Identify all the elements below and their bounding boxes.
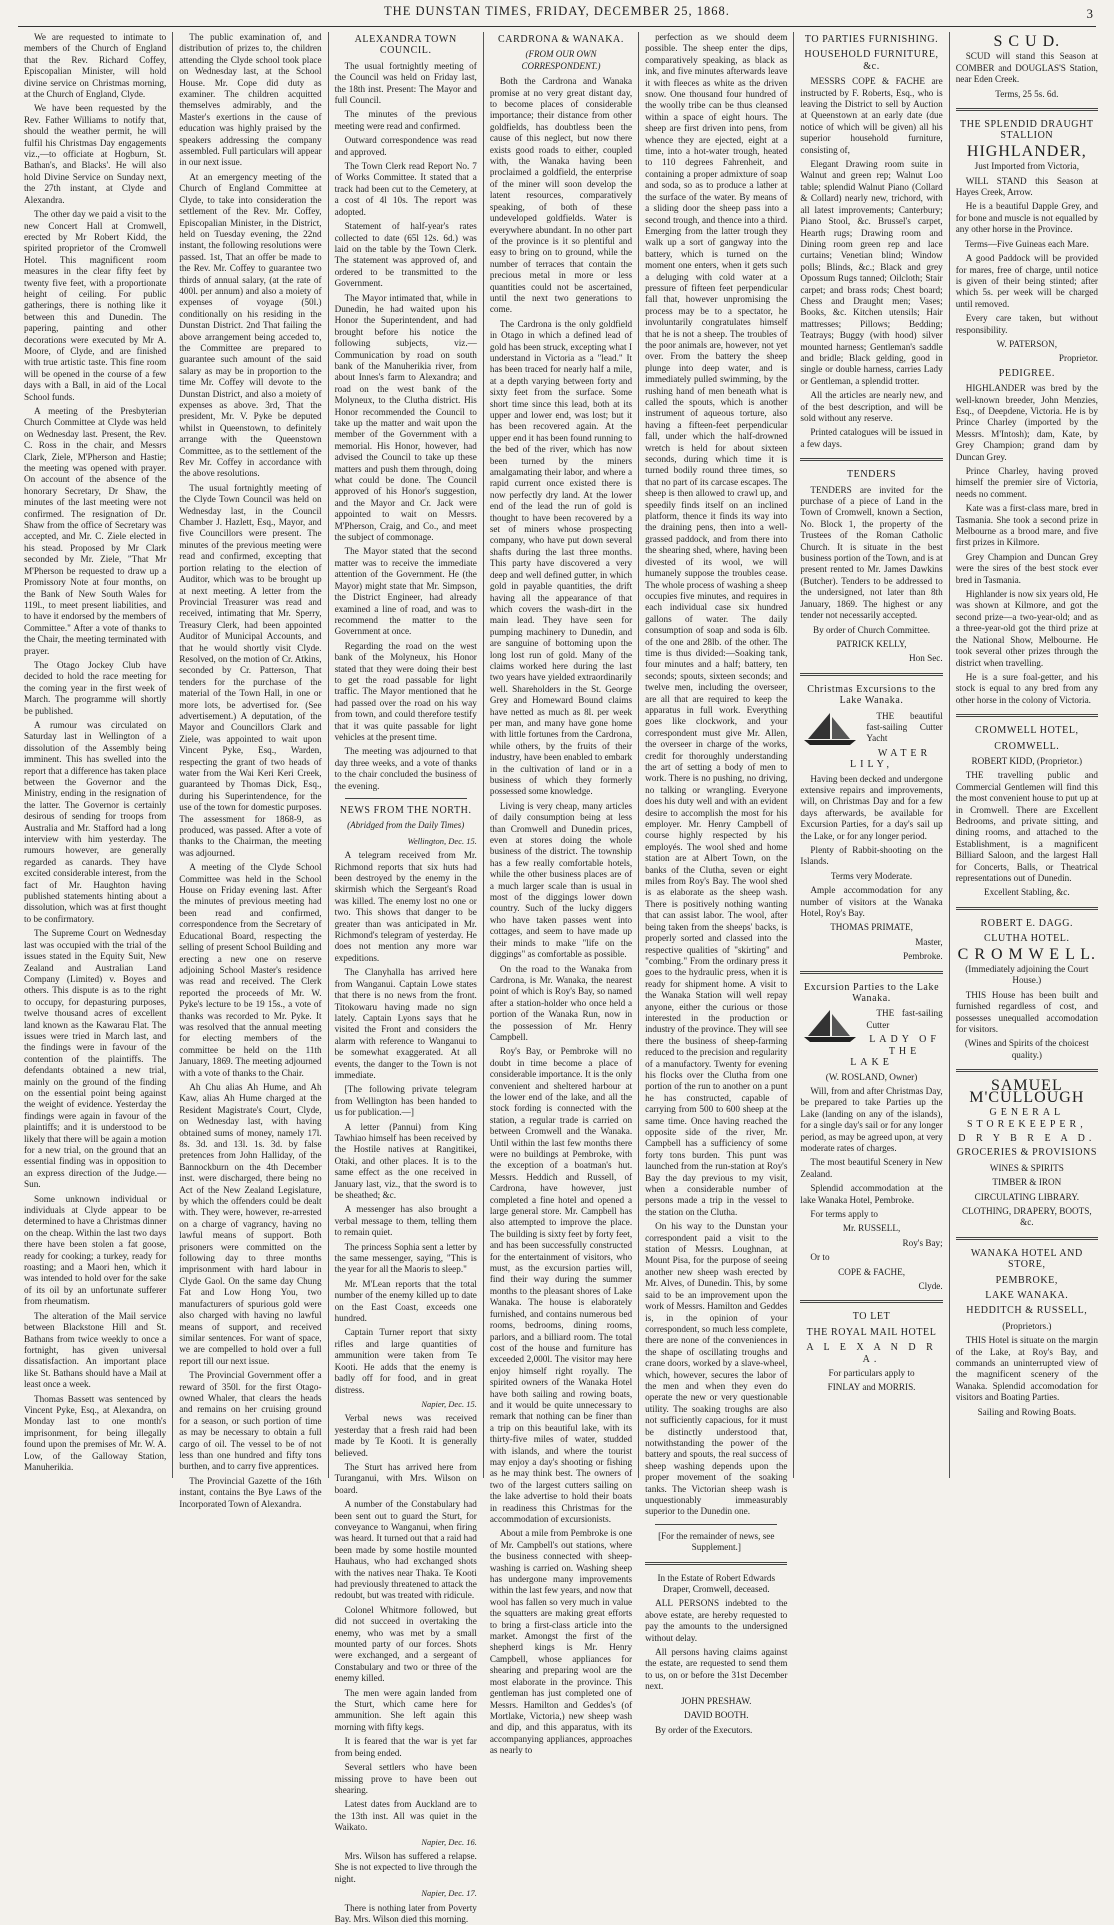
paragraph: A meeting of the Presbyterian Church Committee at Clyde was held on Wednesday last. Present, the Rev. C. Ross in the chair, and Messrs Clark, Ziele, M'Pherson and Hastie; the meeting was opened with prayer. On account of the absence of the honorary Secretary, Dr Shaw, the minutes of the last meeting were not confirmed. The resignation of Dr. Shaw from the office of Secretary was accepted, and Mr. C. Ziele elected in his stead. Proposed by Mr Clark seconded by Mr. Ziele, "That Mr M'Pherson be requested to draw up a Promissory Note at four months, on the Bank of New South Wales for 119l., to meet present liabilities, and to have it endorsed by the members of Committee." After a vote of thanks to the Chair, the meeting terminated with prayer. — [24, 406, 167, 656]
vessel-name: LADY OF THE LAKE — [850, 1034, 940, 1069]
paragraph: All the articles are nearly new, and of the best description, and will be sold without any reserve. — [800, 390, 943, 423]
paragraph: The Town Clerk read Report No. 7 of Works Committee. It stated that a track had been cut to the Cemetery, at a cost of 4l 10s. The report was adopted. — [334, 161, 477, 217]
paragraph: Excellent Stabling, &c. — [983, 887, 1070, 898]
column-6 — [794, 32, 949, 1478]
column-3 — [329, 32, 484, 1924]
divider — [800, 673, 942, 676]
masthead-title: THE DUNSTAN TIMES, FRIDAY, DECEMBER 25, 1868. — [384, 4, 730, 18]
ad-heading: WANAKA HOTEL AND STORE, — [970, 1247, 1083, 1271]
paragraph: A number of the Constabulary had been sent out to guard the Sturt, for conveyance to Wanganui, when firing was heard. It turned out that a raid had been made by some hostile mounted Hauhaus, who had exchanged shots with the natives near Thaka. Te Kooti had previously threatened to attack the redoubt, but was treated with ridicule. — [334, 1499, 477, 1601]
ad-heading: CROMWELL HOTEL, — [975, 725, 1079, 737]
paragraph: Every care taken, but without responsibility. — [955, 313, 1098, 335]
divider — [800, 1300, 942, 1303]
paragraph: Prince Charley, having proved himself the premier sire of Victoria, needs no comment. — [955, 466, 1098, 499]
paragraph: The alteration of the Mail service between Blackstone Hill and St. Bathans from twice weekly to once a fortnight, has given universal dissatisfaction. An important place like St. Bathans should have a Mail at least once a week. — [24, 1310, 167, 1390]
ad-heading: PEMBROKE, — [995, 1274, 1058, 1286]
dateline: Napier, Dec. 16. — [421, 1836, 477, 1847]
ad-heading: SAMUEL M'CULLOUGH — [969, 1077, 1085, 1106]
paragraph: A telegram received from Mr. Richmond reports that six huts had been destroyed by the enemy in the skirmish which the Sergeant's Road was killed. The enemy lost no one or two. This shows that danger to be greater than was anticipated in Mr. Richmond's telegram of yesterday. He does not mention any more war expeditions. — [334, 850, 477, 963]
paragraph: Sailing and Rowing Boats. — [977, 1406, 1077, 1417]
dateline: Napier, Dec. 15. — [421, 1398, 477, 1409]
paragraph: WINES & SPIRITS — [989, 1162, 1064, 1173]
paragraph: MESSRS COPE & FACHE are instructed by F. Roberts, Esq., who is leaving the District to sell by Auction at Queenstown at an early date (due notice of which will be given) all his superior household furniture, consisting of, — [800, 76, 943, 155]
divider — [956, 1069, 1098, 1072]
page-number: 3 — [1086, 6, 1094, 21]
paragraph: THE beautiful fast-sailing Cutter Yacht — [866, 710, 943, 744]
paragraph: The most beautiful Scenery in New Zealand. — [800, 1157, 943, 1179]
paragraph: The usual fortnightly meeting of the Council was held on Friday last, the 18th inst. Present: The Mayor and full Council. — [334, 60, 477, 106]
paragraph: TIMBER & IRON — [992, 1177, 1062, 1188]
sailboat-icon — [800, 1008, 860, 1044]
signature: W. PATERSON, — [996, 338, 1057, 349]
ad-heading: THE SPLENDID DRAUGHT STALLION — [959, 119, 1094, 142]
paragraph: For particulars apply to — [828, 1368, 915, 1379]
signature: Pembroke. — [903, 951, 943, 962]
town-name: A L E X A N D R A. — [806, 1342, 937, 1365]
paragraph: Ample accommodation for any number of visitors at the Wanaka Hotel, Roy's Bay. — [800, 885, 943, 919]
paragraph: It is feared that the war is yet far from being ended. — [334, 1736, 477, 1758]
divider — [956, 714, 1098, 717]
paragraph: Mrs. Wilson has suffered a relapse. She is not expected to live through the night. — [334, 1850, 477, 1884]
ad-heading: C R O M W E L L. — [957, 945, 1097, 963]
paragraph: Living is very cheap, many articles of daily consumption being at less than Cromwell and Dunedin prices, even at stores doing the whole business of the district. The township has a few really comfortable hotels, while the other business places are of a much larger scale than is usual in most of the diggings lower down country. Such of the lucky diggers who have taken passes went into cottages, and seem to have made up their minds to make "life on the diggings" as comfortable as possible. — [489, 800, 633, 960]
paragraph: A letter (Pannui) from King Tawhiao himself has been received by the Hostile natives at Rangitikei, Otaki, and other places. It is to the same effect as the one received in January last, viz., that the sword is to be sheathed; &c. — [334, 1121, 477, 1200]
section-heading: CARDRONA & WANAKA. — [498, 34, 624, 45]
paragraph: Regarding the road on the west bank of the Molyneux, his Honor stated that they were doing their best to get the road passable for light traffic. The Mayor mentioned that he had passed over the road on his way from town, and could therefore testify that it was quite passable for light vehicles at the present time. — [334, 640, 477, 742]
divider — [800, 971, 942, 974]
divider — [956, 1237, 1098, 1240]
signature: Clyde. — [918, 1281, 943, 1291]
dateline: Wellington, Dec. 15. — [407, 835, 477, 846]
paragraph: Ah Chu alias Ah Hume, and Ah Kaw, alias Ah Hume charged at the Resident Magistrate's Court, Clyde, on Wednesday last, with having obtained sums of money, namely 17l. 8s. 3d. and 13l. 1s. 3d. by false pretences from John Halliday, of the Bannockburn on the 4th December inst. were discharged, there being no Act of the New Zealand Legislature, by which the offenders could be dealt with. They were, however, re-arrested on a charge of vagrancy, having no lawful means of support. Both prisoners were committed on the following day to three months imprisonment with hard labour in Clyde Gaol. On the same day Chung Fat and Low Hong You, two manufacturers of spurious gold were also charged with having no lawful means of support, and received similar sentences. For want of space, we are compelled to hold over a full report till our next issue. — [179, 1081, 322, 1366]
dateline: Napier, Dec. 17. — [421, 1888, 477, 1899]
paragraph: Thomas Bassett was sentenced by Vincent Pyke, Esq., at Alexandra, on Monday last to one month's imprisonment, for being illegally found upon the premises of Mr. W. A. Low, of the Galloway Station, Manuherikia. — [24, 1393, 167, 1472]
ad-heading: S C U D. — [993, 33, 1061, 50]
paragraph: (W. ROSLAND, Owner) — [825, 1071, 918, 1082]
paragraph: THIS House has been built and furnished regardless of cost, and possesses unequalled accomodation for visitors. — [955, 989, 1098, 1035]
paragraph: The Mayor intimated that, while in Dunedin, he had waited upon his Honor the Superintendent, and had brought before his notice the following subjects, viz.— Communication by road on south bank of the Manuherikia river, from about Innes's farm to Alexandra; and road on the west bank of the Molyneux, to the Clutha district. His Honor recommended the Council to take up the matter and wait upon the member of the Government with a memorial. His Honor, however, had advised the Council to take up these matters and push them through, doing what could be done. The Council approved of his Honor's suggestion, and the Mayor and Cr. Jack were appointed to wait on Messrs. M'Pherson, Craig, and Co., and meet the subject of commonage. — [334, 292, 477, 543]
columns — [18, 32, 1104, 1924]
paragraph: Having been decked and undergone extensive repairs and improvements, will, on Christmas Day and for a few days afterwards, be available for Excursion Parties, for a day's sail up the Lake, or for any longer period. — [800, 773, 943, 841]
paragraph: Terms—Five Guineas each Mare. — [964, 238, 1089, 249]
paragraph: At an emergency meeting of the Church of England Committee at Clyde, to take into consideration the settlement of the Rev. Mr. Coffey, Episcopalian Minister, in the District, held on Tuesday evening, the 22nd instant, the following resolutions were passed. 1st, That an offer be made to the Rev. Mr. Coffey to guarantee two thirds of annual salary, (at the rate of 400l. per annum) and also a moiety of expenses of voyage (50l.) conditionally on his residing in the Dunstan District. 2nd That failing the above arrangement being acceded to, the Committee are prepared to guarantee such amount of the said salary as may be in proportion to the time Mr. Coffey will devote to the Dunstan District, and also a moiety of expenses as above. 3rd, That the president, Mr. V. Pyke be deputed whilst in Queenstown, to definitely arrange with the Queenstown Committee, as to the settlement of the Rev Mr. Coffey in accordance with the above resolutions. — [179, 171, 322, 479]
paragraph: The Otago Jockey Club have decided to hold the race meeting for the coming year in the first week of March. The programme will shortly be published. — [24, 659, 167, 716]
paragraph: Statement of half-year's rates collected to date (65l 12s. 6d.) was laid on the table by the Town Clerk. The statement was approved of, and ordered to be transmitted to the Government. — [334, 221, 477, 289]
ad-heading: Excursion Parties to the Lake Wanaka. — [803, 981, 940, 1005]
ad-heading: GENERAL STOREKEEPER, — [966, 1107, 1087, 1130]
paragraph: Terms very Moderate. — [830, 870, 913, 881]
paragraph: Terms, 25 5s. 6d. — [995, 88, 1059, 99]
paragraph: Just Imported from Victoria, — [974, 161, 1080, 172]
section-heading: NEWS FROM THE NORTH. — [339, 805, 472, 816]
paragraph: [The following private telegram from Wellington has been handed to us for publication.—] — [334, 1084, 477, 1118]
column-7 — [950, 32, 1104, 1478]
paragraph: For terms apply to — [810, 1208, 879, 1219]
paragraph: The Clanyhalla has arrived here from Wanganui. Captain Lowe states that there is no news from the front. Titokowaru having made no sign lately. Captain Lyons says that he visited the Front and considers the alarm with reference to Wanganui to be somewhat exaggerated. At all events, the danger to the Town is not immediate. — [334, 967, 477, 1080]
signature: JOHN PRESHAW. — [681, 1695, 752, 1706]
section-heading: ALEXANDRA TOWN COUNCIL. — [354, 34, 457, 57]
paragraph: (Wines and Spirits of the choicest quality.) — [964, 1038, 1089, 1060]
paragraph: Highlander is now six years old, He was shown at Kilmore, and got the second prize—a two-year-old; and as a three-year-old got the third prize at the National Show, Melbourne. He took several other prizes through the district when travelling. — [955, 589, 1098, 668]
ad-heading: TO PARTIES FURNISHING. — [804, 34, 939, 45]
paragraph: The Mayor stated that the second matter was to receive the immediate attention of the Government. He (the Mayor) might state that Mr. Simpson, the District Engineer, had already examined a line of road, and was to recommend the matter to the Government at once. — [334, 546, 477, 637]
paragraph: The men were again landed from the Sturt, which came here for ammunition. She left again this morning with fifty kegs. — [334, 1687, 477, 1732]
paragraph: ALL PERSONS indebted to the above estate, are hereby requested to pay the amounts to the undersigned without delay. — [645, 1598, 788, 1643]
column-2 — [173, 32, 328, 1509]
paragraph: About a mile from Pembroke is one of Mr. Campbell's out stations, where the business connected with sheep-washing is carried on. Washing sheep has undergone many improvements within the last few years, and now that wool has fallen so very much in value the squatters are making great efforts to bring a first-class article into the market. Amongst the first of the shepherd kings is Mr. Henry Campbell, whose appliances for shearing and preparing wool are the most elaborate in the province. This gentleman has just completed one of Messrs. Hamilton and Geddes's (of Mortlake, Victoria,) new sheep wash and dip, and this apparatus, with its accompanying appliances, approaches as nearly to — [489, 1528, 633, 1756]
paragraph: He is a beautiful Dapple Grey, and for bone and muscle is not equalled by any other horse in the Province. — [955, 201, 1098, 235]
signature: DAVID BOOTH. — [683, 1710, 749, 1721]
paragraph: SCUD will stand this Season at COMBER and DOUGLAS'S Station, near Eden Creek. — [955, 51, 1098, 85]
divider — [645, 1562, 787, 1565]
ad-heading: GROCERIES & PROVISIONS — [956, 1147, 1098, 1159]
subheading: (Abridged from the Daily Times) — [347, 820, 465, 831]
divider — [956, 907, 1098, 910]
signature: THOMAS PRIMATE, — [830, 922, 913, 933]
ad-heading: HEDDITCH & RUSSELL, — [966, 1305, 1088, 1317]
paragraph: Some unknown individual or individuals at Clyde appear to be determined to have a Christmas dinner on the cheap. Within the last two days there have been stolen a fat goose, ready for cooking; a turkey, ready for roasting; and a Maori hen, which it was intended to hold over for the sake of its oil by an unfortunate sufferer from rheumatism. — [24, 1193, 167, 1307]
paragraph: Outward correspondence was read and approved. — [334, 135, 477, 157]
ad-heading: CLUTHA HOTEL. — [984, 933, 1070, 945]
ad-heading: HOUSEHOLD FURNITURE, &c. — [804, 49, 939, 72]
divider — [345, 798, 467, 799]
paragraph: THE fast-sailing Cutter — [866, 1008, 943, 1030]
paragraph: The Supreme Court on Wednesday last was occupied with the trial of the issues stated in the Equity Suit, New Zealand and Australian Land Company (Limited) v. Boyes and others. This dispute is as to the right to occupy, for depasturing purposes, twelve thousand acres of excellent land known as the Kawarau Flat. The issues were tried in March last, and the findings were in favour of the contention of the plaintiffs. The defendants obtained a new trial, mainly on the ground of the finding on the essential point being against the weight of evidence. Yesterday the findings were again in favour of the plaintiffs; and it is understood to be likely that there will be again a motion for a new trial, on the ground that an essential finding was in opposition to an express direction of the Judge.—Sun. — [24, 928, 167, 1190]
paragraph: Will, from and after Christmas Day, be prepared to take Parties up the Lake (landing on any of the islands), for a single day's sail or for any longer period, as may be agreed upon, at very moderate rates of charges. — [800, 1085, 943, 1153]
paragraph: TENDERS are invited for the purchase of a piece of Land in the Town of Cromwell, known a Section, No. Block 1, the property of the Trustees of the Roman Catholic Church. It is situate in the best business portion of the Town, and is at present rented to Mr. James Dawkins (Butcher). Tenders to be addressed to the undersigned, not later than 8th January, 1869. The highest or any tender not necessarily accepted. — [800, 484, 943, 621]
paragraph: Verbal news was received yesterday that a fresh raid had been made by Te Kooti. It is generally believed. — [334, 1413, 477, 1458]
paragraph: Both the Cardrona and Wanaka promise at no very great distant day, to become places of considerable importance; their distance from other goldfields, has doubtless been the cause of this neglect, but now there exists good roads to either, coupled with, the Wanaka having been proclaimed a goldfield, the enterprise of the miner will soon develop the latent resources, comparatively speaking, of both of these undeveloped goldfields. Water is everywhere abundant. In no other part of the province is it so plentiful and easy to bring on to ground, while the number of terraces that contain the precious metal in more or less quantities could not be ascertained, until the next two generations to come. — [489, 76, 633, 315]
paragraph: We have been requested by the Rev. Father Williams to notify that, should the weather permit, he will fulfil his Christmas Day engagements viz.,—to officiate at Hogburn, St. Bathan's, and Blacks'. He will also hold Divine Service on Sunday next, the 27th instant, at Clyde and Alexandra. — [24, 103, 167, 205]
paragraph: A rumour was circulated on Saturday last in Wellington of a dissolution of the Assembly being imminent. This has swelled into the report that a difference has taken place between the Governor and the Ministry, ending in the resignation of the latter. The Governor is certainly desirous of sending for troops from Australia and Mr. Stafford had a long interview with him yesterday. The rumours however, are generally regarded as canards. They have excited considerable interest, from the fact of Mr. Haughton having published statements hinting about a dissolution, which was at first thought to be confirmatory. — [24, 719, 167, 924]
estate-notice-title: In the Estate of Robert Edwards Draper, Cromwell, deceased. — [657, 1572, 776, 1595]
ad-heading: CROMWELL. — [994, 740, 1060, 752]
paragraph: On the road to the Wanaka from Cardrona, is Mr. Wanaka, the nearest point of which is Roy's Bay, so named after a station-holder who once held a portion of the Wanaka Run, now in the possession of Mr. Henry Campbell. — [489, 963, 633, 1042]
paragraph: Latest dates from Auckland are to the 13th inst. All was quiet in the Waikato. — [334, 1799, 477, 1833]
paragraph: CIRCULATING LIBRARY. — [974, 1191, 1080, 1202]
ad-heading: HIGHLANDER, — [966, 142, 1087, 160]
paragraph: The public examination of, and distribution of prizes to, the children attending the Clyde school took place on Wednesday last, at the School House. Mr. Cope did duty as examiner. The children acquitted themselves admirably, and the Master's exertions in the cause of education was highly praised by the speakers addressing the company assembled. Full particulars will appear in our next issue. — [179, 32, 322, 168]
paragraph: HIGHLANDER was bred by the well-known breeder, John Menzies, Esq., of Deepdene, Victoria. He is by Prince Charley (imported by the Messrs. M'Intosh); dam, Kate, by Grey Champion; grand dam by Duncan Grey. — [955, 383, 1098, 462]
masthead — [18, 4, 1096, 27]
signature: Master, — [915, 936, 943, 947]
paragraph: Plenty of Rabbit-shooting on the Islands. — [800, 845, 943, 867]
paragraph: ROBERT KIDD, (Proprietor.) — [971, 755, 1083, 766]
ad-heading: TO LET — [852, 1311, 891, 1323]
paragraph: A good Paddock will be provided for mares, free of charge, until notice is given of their being stinted; after which 5s. per week will be charged until removed. — [955, 253, 1098, 309]
paragraph: The Cardrona is the only goldfield in Otago in which a defined lead of gold has been struck, excepting what I understand in Victoria as a "lead." It has been traced for nearly half a mile, at a depth varying between forty and sixty feet from the surface. Some short time since this lead, both at its upper and lower end, was lost; but it has been recovered again. At the upper end it has been found running to the bed of the river, which has now been turned by the miners amalgamating their labor, and where a rapid current once existed there is now perfectly dry land. At the lower end of the lead the run of gold is thought to have been recovered by a set of miners whose prospecting company, who have put down several shafts during the last three months. This party have discovered a very deep and well defined gutter, in which gold in payable quantities, the drift having all the appearance of that which covers the wash-dirt in the main lead. They have seen for pumping machinery to Dunedin, and are sanguine of bottoming upon the long lost run of gold. Many of the claims worked here during the last two years have yielded extraordinarily well. Shareholders in the St. George Grey and Homeward Bound claims have netted as much as 8l. per week per man, and many have gone home with little fortunes from the Cardrona, while others, by the fruits of their industry, have been enabled to embark in the cultivation of land or in a business of which they formerly possessed some knowledge. — [489, 318, 633, 797]
sailboat-icon — [800, 711, 860, 747]
ad-heading: PEDIGREE. — [998, 367, 1055, 379]
divider — [655, 1524, 777, 1525]
signature: Hon Sec. — [909, 653, 943, 664]
signature: Proprietor. — [1058, 353, 1098, 364]
paragraph: Several settlers who have been missing prove to have been out shearing. — [334, 1762, 477, 1795]
paragraph: A messenger has also brought a verbal message to them, telling them to remain quiet. — [334, 1204, 477, 1238]
signature: Mr. RUSSELL, — [842, 1223, 901, 1234]
paragraph: Captain Turner report that sixty rifles and large quantities of ammunition were taken from Te Kooti. He adds that the enemy is badly off for food, and in great distress. — [334, 1327, 477, 1395]
paragraph: THE travelling public and Commercial Gentlemen will find this the most convenient house to put up at in Cromwell. There are Excellent Bedrooms, and private sitting, and dining rooms, and attached to the Establishment, is a magnificent Billiard Saloon, and the largest Hall for Concerts, Balls, or Theatrical representations out of Dunedin. — [955, 770, 1098, 883]
paragraph: Elegant Drawing room suite in Walnut and green rep; Walnut Loo table; splendid Walnut Piano (Collard & Collard) nearly new, trichord, with all latest improvements; Canterbury; Piano Stool, &c. Brussel's carpet, Hearth rugs; Drawing room and Dining room green rep and lace curtains; Venetian blind; Window polls; Blinds, &c.; Black and grey Opossum Rugs tanned; Oilcloth; Stair carpet; and brass rods; Chest board; Chess and Draught men; Vases; Books, &c. Kitchen utensils; Hair mattresses; Pillows; Bedding; Teatrays; Buggy (with hood) silver mounted harness; Gentleman's saddle and bridle; Black gelding, good in single or double harness, carries Lady or Gentleman, a splendid trotter. — [800, 159, 943, 386]
paragraph: By order of Church Committee. — [812, 624, 931, 635]
ad-heading: Christmas Excursions to the Lake Wanaka. — [807, 683, 936, 707]
paragraph: WILL STAND this Season at Hayes Creek, Arrow. — [955, 175, 1098, 198]
paragraph: The meeting was adjourned to that day three weeks, and a vote of thanks to the chair concluded the business of the evening. — [334, 746, 477, 791]
supplement-note: [For the remainder of news, see Supplement.] — [658, 1530, 775, 1553]
signature: Roy's Bay; — [902, 1237, 943, 1248]
paragraph: The Provincial Gazette of the 16th instant, contains the Bye Laws of the Incorporated Town of Alexandra. — [179, 1475, 322, 1509]
paragraph: Or to — [810, 1252, 830, 1263]
divider — [956, 108, 1098, 111]
paragraph: He is a sure foal-getter, and his stock is equal to any bred from any other horse in the colony of Victoria. — [955, 671, 1098, 705]
paragraph: A meeting of the Clyde School Committee was held in the School House on Friday evening last. After the minutes of previous meeting had been read and confirmed, correspondence from the Secretary of Educational Board, respecting the selling of present School Building and erecting a new one on reserve adjoining School Master's residence was read and received. The Clerk reported the proceeds of Mr. W. Pyke's lecture to be 19 15s., a vote of thanks was recorded to Mr. Pyke. It was resolved that the annual meeting for electing members of the committee be held on the 11th January, 1869. The meeting adjourned with a vote of thanks to the Chair. — [179, 862, 322, 1078]
paragraph: The minutes of the previous meeting were read and confirmed. — [334, 109, 477, 131]
paragraph: We are requested to intimate to members of the Church of England that the Rev. Richard Coffey, Episcopalian Minister, will hold divine service on Christmas morning, at the Church of England, Clyde. — [24, 32, 167, 100]
paragraph: The other day we paid a visit to the new Concert Hall at Cromwell, erected by Mr Robert Kidd, the spirited proprietor of the Cromwell Hotel. This magnificent room measures in the clear fifty feet by twenty five feet, with a proportionate height of ceiling. For public gatherings, there is nothing like it between this and Dunedin. The papering, painting and other decorations were executed by Mr A. Moore, of Clyde, and are finished with true artistic taste. This fine room will be opened in the course of a few days with a Ball, in aid of the Local School funds. — [24, 209, 167, 402]
column-1 — [18, 32, 173, 1478]
subheading: (FROM OUR OWN CORRESPONDENT.) — [521, 49, 601, 71]
ad-heading: THE ROYAL MAIL HOTEL — [806, 1326, 937, 1338]
paragraph: There is nothing later from Poverty Bay. Mrs. Wilson died this morning. — [334, 1902, 477, 1924]
paragraph: THIS Hotel is situate on the margin of the Lake, at Roy's Bay, and commands an uninterrupted view of the magnificent scenery of the Wanaka. Splendid accomodation for visitors and Boating Parties. — [955, 1335, 1098, 1403]
paragraph: The Provincial Government offer a reward of 350l. for the first Otago-owned Whaler, that clears the heads and remains on her cruising ground for a season, or such portion of time as may be necessary to obtain a full cargo of oil. The vessel to be of not less than one hundred and fifty tons burthen, and to carry five apprentices. — [179, 1370, 322, 1472]
column-5 — [639, 32, 794, 1735]
column-4 — [484, 32, 639, 1756]
signature: PATRICK KELLY, — [836, 638, 907, 649]
paragraph: Roy's Bay, or Pembroke will no doubt in time become a place of considerable importance. It is the only convenient and sheltered harbour at the lower end of the lake, and all the stock fording is connected with the station, a regular trade is carried on between Cromwell and the Wanaka. Until within the last few months there were no buildings at Pembroke, with the exception of a boatman's hut. Messrs. Heddich and Russell, of Cardrona, have however, just completed a fine hotel and opened a large general store. Mr. Campbell has also attempted to improve the place. The building is sixty feet by forty feet, and has been successfully constructed for the entertainment of visitors, who must, as the excursion parties will, find their way during the summer months to the pleasant shores of Lake Wanaka. The house is elaborately furnished, and contains numerous bed rooms, bedrooms, dining rooms, parlors, and a billiard room. The total cost of the house and furniture has exceeded 2,000l. The visitor may here enjoy himself right royally. The spirited owners of the Wanaka Hotel have both sailing and rowing boats, and it would be quite unnecessary to remark that nothing can be finer than a trip on this beautiful lake, with its thirty-five miles of water, studded with islands, and where the tourist may enjoy a day's shooting or fishing as he may think best. The owners of two of the largest cutters sailing on the lake advertise to hold their boats in readiness this Christmas for the accommodation of excursionists. — [489, 1046, 633, 1524]
paragraph: (Proprietors.) — [1002, 1320, 1052, 1331]
signature: FINLAY and MORRIS. — [827, 1382, 916, 1393]
paragraph: Grey Champion and Duncan Grey were the sires of the best stock ever bred in Tasmania. — [955, 551, 1098, 585]
paragraph: CLOTHING, DRAPERY, BOOTS, &c. — [961, 1205, 1092, 1228]
town-name: D R Y B R E A D. — [958, 1132, 1096, 1144]
paragraph: Mr. M'Lean reports that the total number of the enemy killed up to date on the East Coast, exceeds one hundred. — [334, 1278, 477, 1324]
vessel-name: WATER LILY, — [850, 747, 932, 771]
paragraph: Printed catalogues will be issued in a few days. — [800, 427, 943, 449]
paragraph: The usual fortnightly meeting of the Clyde Town Council was held on Wednesday last, in the Council Chamber J. Hazlett, Esq., Mayor, and five Councillors were present. The minutes of the previous meeting were read and confirmed, excepting that portion relating to the election of Auditor, which was to be brought up at next meeting. A letter from the Provincial Treasurer was read and received, intimating that Mr. Sperry, Treasury Clerk, had been appointed Auditor of Municipal Accounts, and that he would shortly visit Clyde. Resolved, on the motion of Cr. Atkins, seconded by Cr. Patterson, That tenders for the purchase of the material of the Town Hall, in one or more lots, be advertised for. (See advertisement.) A deputation, of the Mayor and Councillors Clark and Ziele, was appointed to wait upon Vincent Pyke, Esq., Warden, respecting the grant of two heads of water from the Wai Keri Keri Creek, guaranteed by Thomas Dick, Esq., during his Superintendence, for the use of the town for domestic purposes. The assessment for 1868-9, as produced, was passed. After a vote of thanks to the Chairman, the meeting was adjourned. — [179, 482, 322, 858]
ad-heading: TENDERS — [846, 469, 897, 481]
paragraph: The princess Sophia sent a letter by the same messenger, saying, "This is the year for all the Maoris to sleep." — [334, 1241, 477, 1275]
paragraph: All persons having claims against the estate, are requested to send them to us, on or before the 31st December next. — [645, 1647, 788, 1692]
divider — [800, 458, 942, 461]
paragraph: (Immediately adjoining the Court House.) — [965, 964, 1089, 986]
paragraph: By order of the Executors. — [655, 1724, 753, 1735]
paragraph: Kate was a first-class mare, bred in Tasmania. She took a second prize in Melbourne as a brood mare, and five first prizes in Kilmore. — [955, 503, 1098, 548]
paragraph: perfection as we should deem possible. The sheep enter the dips, comparatively speaking, as black as ink, and five minutes afterwards leave it with fleeces as white as the driven snow. One thousand four hundred of the woolly tribe can be thus cleansed within a space of eight hours. The sheep are first driven into pens, from whence they are ejected, eight at a time, into a hot-water trough, heated to 110 degrees Fahrenheit, and containing a proper admixture of soap and soda, so as to produce a lather at the surface of the water. By means of a sliding door the sheep pass into a second trough, and thence into a third. Emerging from the latter trough they walk up a sort of gangway into the battery, which is turned on the moment one enters, when it gets such a deluging with cold water at a pressure of fifteen feet perpendicular fall that, however unpromising the process may be to a spectator, he involuntarily congratulates himself that he is not a sheep. The troubles of the poor animals are, however, not yet over. From the battery the sheep plunge into deep water, and is immediately pulled swimming, by the rushing hand of men beneath what is called the spouts, which is another instrument of aqueous torture, also having a fifteen-feet perpendicular fall, under which the half-drowned wretch is held for about sixteen seconds, during which time it is turned bodily round three times, so that no part of its carcase escapes. The sheep is then allowed to crawl up, and speedily finds itself on an inclined platform, thence it finds its way into the draining pens, then into a well-grassed paddock, and from there into the shearing shed, where, having been divested of its wool, we will humanely suppose the troubles cease. The whole process of washing a sheep occupies five minutes, and requires in each individual case six hundred gallons of water. The daily consumption of soap and soda is 6lb. of the one and 28lb. of the other. The time is thus divided:—Soaking tank, four minutes and a half; battery, ten seconds; spouts, sixteen seconds; and twelve men, including the overseer, are all that are required to keep the apparatus in full work. Everything goes like clockwork, and your correspondent must give Mr. Allen, the overseer in charge of the works, credit for thoroughly understanding the art of setting a body of men to work. There is no pushing, no driving, no talking or wrangling. Everyone does his duty well and with an evident desire to accomplish the most for his employer. Mr. Henry Campbell of course highly respected by his employés. The wool shed and home station are at Albert Town, on the banks of the Clutha, seven or eight miles from Roy's Bay. The wool shed is as elaborate as the sheep wash. There is positively nothing wanting that can assist labor. The wool, after being taken from the sheeps' backs, is properly sorted and classed into the respective qualities of "skirting" and "combing." From the ordinary press it goes to the hydraulic press, when it is ready for shipment home. A visit to the Wanaka Station will well repay anyone, either the curious or those interested in the production or industry of the province. They will see there the business of sheep-farming reduced to the precision and regularity of a manufactory. Twenty for evening his flocks over the Clutha from one portion of the run to another on a punt he has constructed, capable of carrying from 500 to 600 sheep at the same time. Once having reached the opposite side of the river, Mr. Campbell has a sufficiency of some forty tons burden. This punt was launched from the run-station at Roy's Bay the day previous to my visit, when a considerable number of persons made a trip in the vessel to the station on the Clutha. — [645, 32, 788, 1217]
paragraph: Splendid accommodation at the lake Wanaka Hotel, Pembroke. — [800, 1183, 943, 1205]
ad-heading: ROBERT E. DAGG. — [980, 917, 1074, 929]
paragraph: Colonel Whitmore followed, but did not succeed in overtaking the enemy, who was met by a small mounted party of our forces. Shots were exchanged, and a sergeant of Constabulary and two or three of the enemy killed. — [334, 1604, 477, 1684]
paragraph: The Sturt has arrived here from Turanganui, with Mrs. Wilson on board. — [334, 1461, 477, 1495]
ad-heading: LAKE WANAKA. — [985, 1289, 1069, 1301]
paragraph: On his way to the Dunstan your correspondent paid a visit to the station of Messrs. Loughnan, at Mount Pisa, for the purpose of seeing another new sheep wash erected by Mr. Alves, of Dunedin. This, by some said to be an improvement upon the work of Messrs. Hamilton and Geddes is, in the opinion of your correspondent, so much less complete, there are none of the conveniences in the shape of oscillating troughs and crane doors, worked by a slave-wheel, which, however, secures the labor of the men and when they even do operate the new or very questionable utility. The soaking troughs are also not sufficiently capacious, for it must be distinctly understood that, notwithstanding the power of the battery and spouts, the real success of sheep washing depends upon the proper movement of the soaking tanks. The Victorian sheep wash is unquestionably immeasurably superior to the Dunedin one. — [645, 1221, 788, 1517]
signature: COPE & FACHE, — [838, 1266, 906, 1277]
